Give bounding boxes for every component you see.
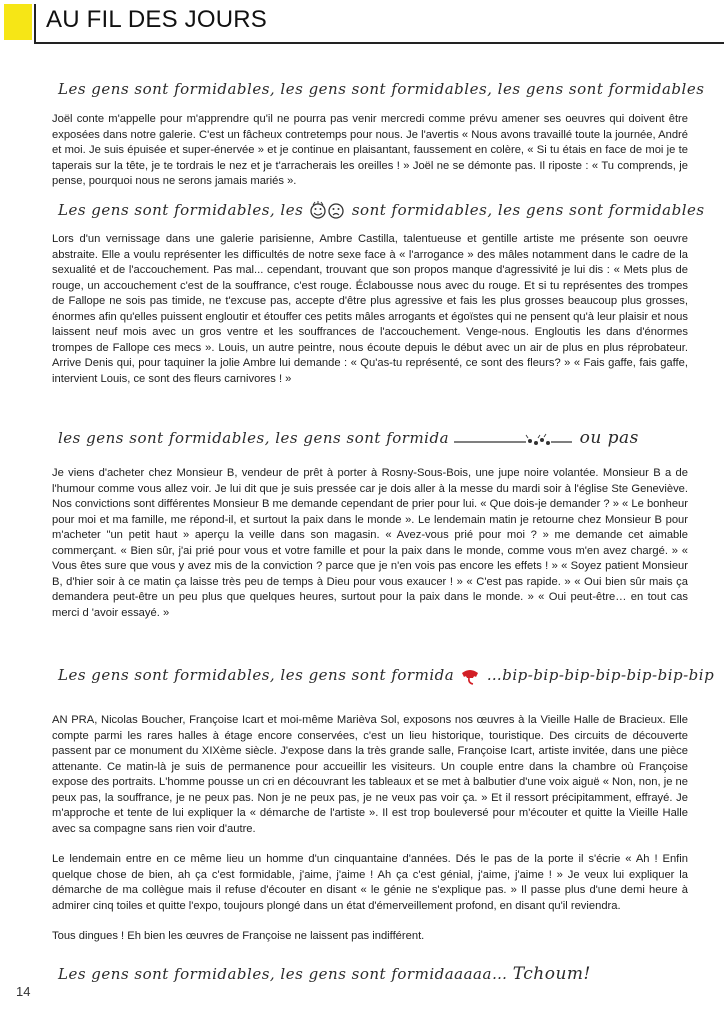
bugs-line-doodle-icon — [454, 429, 574, 449]
tagline-5-text-b: Tchoum! — [512, 964, 591, 984]
red-phone-handset-icon — [459, 666, 481, 686]
tagline-3 — [58, 428, 639, 454]
page-header — [0, 0, 724, 46]
header-vertical-rule — [34, 4, 36, 44]
yellow-accent-block — [4, 4, 32, 40]
paragraph-lendemain: Le lendemain entre en ce même lieu un homme d'un cinquantaine d'années. Dés le pas de la porte il s'écrie « Ah ! Enfin quelque chose de bien, ah ça c'est formidable, j'aime, j'aime ! Ah ça c'est génial, j'aime, j'aime ! » Je veux lui expliquer la démarche de ma collègue mais il refuse d'écouter en disant « le génie ne s'explique pas. » Il passe plus d'une demi heure à admirer cinq toiles et quitte l'expo, toujours plongé dans un état d'émerveillement profond, en disant qu'il reviendra. — [52, 853, 688, 912]
tagline-2-text-b: sont formidables, les gens sont formidables — [351, 201, 705, 219]
tagline-5 — [58, 964, 591, 990]
paragraph-vieille-halle: AN PRA, Nicolas Boucher, Françoise Icart et moi-même Marièva Sol, exposons nos œuvres à la Vieille Halle de Bracieux. Elle compte parmi les rares halles à étage encore conservées, c'est un lieu historique, touristique. Des circuits de découverte passent par ce monument du XIXème siècle. J'expose dans la très grande salle, Françoise Icart, artiste invitée, dans une pièce attenante. Ce matin-là je suis de permanence pour accueillir les visiteurs. Un couple entre dans la chambre où Françoise expose des portraits. L'homme pousse un cri en découvrant les tableaux et se met à balbutier d'une voix aiguë « Non, non, je ne peux pas, la souffrance, je ne peux pas. Non je ne peux pas, je ne veux pas voir ça. » Et il ressort précipitamment, effrayé. Je m'approche et tente de lui expliquer la « démarche de l'artiste ». Il est trop bouleversé pour m'écouter et quitte la Vieille Halle avec sa compagne sans rien voir d'autre. — [52, 714, 688, 835]
faces-doodle-icon — [309, 200, 347, 222]
tagline-4-text-b: …bip-bip-bip-bip-bip-bip-bip — [486, 666, 715, 684]
paragraph-joel: Joël conte m'appelle pour m'apprendre qu'il ne pourra pas venir mercredi comme prévu amener ses oeuvres qui doivent être exposées dans notre galerie. C'est un fâcheux contretemps pour nous. Je l'avertis « Nous avons travaillé toute la journée, André et moi. Je suis épuisée et super-énervée » et je continue en plaisantant, faussement en colère, « Si tu étais en face de moi je te taperais sur la tête, je te tordrais le nez et je t'arracherais les oreilles ! » Joël ne se démonte pas. Il riposte : « Tu comprends, je pense, pourquoi nous ne serons jamais mariés ». — [52, 113, 688, 187]
section-title: AU FIL DES JOURS — [46, 6, 268, 33]
paragraph-vernissage: Lors d'un vernissage dans une galerie parisienne, Ambre Castilla, talentueuse et gentille artiste me présente son oeuvre abstraite. Elle a voulu représenter les difficultés de notre sexe face à « l'arrogance » des mâles notamment dans le cadre de la sexualité et de l'accouchement. Pas mal... cependant, trouvant que son propos manque d'agressivité je lui dis : « Mets plus de rouge, un accouchement c'est de la souffrance, c'est rouge. Éclabousse nous avec du rouge. Et si tu représentes des trompes de Fallope ne sois pas timide, ne t'excuse pas, accepte d'être plus agressive et fais les plus grosses beaucoup plus grosses, énormes afin qu'elles puissent engloutir et étouffer ces petits mâles arrogants et égoïstes qui ne pensent qu'à leur plaisir et nous laissent neuf mois avec un gros ventre et les souffrances de l'accouchement. Venge-nous. Engloutis les dans d'énormes trompes de Fallope ces mecs ». Louis, un autre peintre, nous écoute depuis le début avec un air de plus en plus réprobateur. Arrive Denis qui, pour taquiner la jolie Ambre lui demande : « Qu'as-tu représenté, ce sont des fleurs? » « Fais gaffe, fais gaffe, intervient Louis, ce sont des fleurs carnivores ! » — [52, 233, 688, 385]
tagline-5-text-a: Les gens sont formidables, les gens sont formidaaaaa… — [58, 965, 508, 983]
tagline-3-text-a: les gens sont formidables, les gens sont formida — [58, 429, 450, 447]
paragraph-tous-dingues: Tous dingues ! Eh bien les œuvres de Françoise ne laissent pas indifférent. — [52, 930, 425, 942]
tagline-1 — [58, 80, 704, 106]
header-horizontal-rule — [34, 42, 724, 44]
paragraph-monsieur-b: Je viens d'acheter chez Monsieur B, vendeur de prêt à porter à Rosny-Sous-Bois, une jupe noire volantée. Monsieur B a de l'humour comme vous allez voir. Je lui dit que je suis pressée car je dois aller à la messe du mardi soir à l'église Ste Geneviève. Nos convictions sont différentes Monsieur B me demande cependant de prier pour lui. « Que dois-je demander ? » « Le bonheur pour moi et ma famille, me répond-il, et surtout la paix dans le monde ». Le lendemain matin je retourne chez Monsieur B pour m'acheter "un petit haut » aperçu la veille dans son magasin. « Avez-vous prié pour moi ? » me demande cet aimable commerçant. « Bien sûr, j'ai prié pour vous et votre famille et pour la paix dans le monde, comme vous m'en avez chargé. » « Vous êtes sure que vous y avez mis de la conviction ? parce que je n'en vois pas encore les effets ! » « Soyez patient Monsieur B, d'hier soir à ce matin ça laisse très peu de temps à Dieu pour vous exaucer ! » « C'est pas rapide. » « Oui bien sûr mais ça demandera peut-être un peu plus que quelques heures, surtout pour la paix dans le monde. » « Oui peut-être… en tout cas merci d 'avoir essayé. » — [52, 467, 688, 619]
page-number: 14 — [16, 984, 31, 999]
tagline-4-text-a: Les gens sont formidables, les gens sont formida — [58, 666, 455, 684]
tagline-3-text-b: ou pas — [579, 428, 639, 448]
tagline-4 — [58, 666, 714, 692]
tagline-2 — [58, 200, 705, 226]
tagline-1-text: Les gens sont formidables, les gens sont formidables, les gens sont formidables — [58, 80, 705, 98]
tagline-2-text-a: Les gens sont formidables, les — [58, 201, 304, 219]
